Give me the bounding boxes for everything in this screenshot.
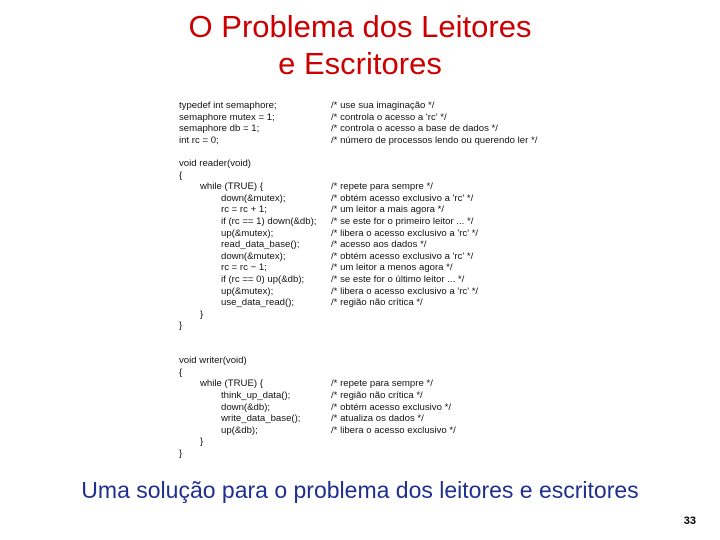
code-line [179,158,559,169]
code-line [179,425,559,436]
code-statement: semaphore db = 1; [179,123,260,135]
code-comment: /* número de processos lendo ou querendo ler */ [331,134,538,146]
code-line [179,448,559,459]
code-line [179,297,559,308]
code-line [179,216,559,227]
code-statement: { [179,366,183,378]
code-statement: read_data_base(); [221,239,300,251]
code-line [179,378,559,389]
code-line [179,402,559,413]
code-line [179,204,559,215]
code-line [179,309,559,320]
code-comment: /* um leitor a menos agora */ [331,262,453,274]
code-line [179,344,559,355]
code-statement: down(&mutex); [221,250,286,262]
code-line [179,286,559,297]
code-statement: up(&mutex); [221,227,274,239]
code-statement: if (rc == 0) up(&db); [221,274,305,285]
code-comment: /* controla o acesso a 'rc' */ [331,111,447,123]
code-line [179,228,559,239]
code-line [179,332,559,343]
code-line [179,146,559,157]
code-statement: think_up_data(); [221,390,291,401]
code-comment: /* use sua imaginação */ [331,100,435,111]
code-statement: down(&mutex); [221,192,286,204]
code-line [179,320,559,331]
slide-caption: Uma solução para o problema dos leitores e escritores [81,477,639,503]
code-statement: } [200,436,204,448]
code-statement: typedef int semaphore; [179,100,277,111]
code-listing [179,100,559,462]
code-line [179,390,559,401]
code-comment: /* libera o acesso exclusivo a 'rc' */ [331,227,479,239]
code-statement: use_data_read(); [221,297,295,309]
code-line [179,135,559,146]
code-comment: /* um leitor a mais agora */ [331,204,445,216]
code-statement: write_data_base(); [221,413,301,425]
code-statement: void reader(void) [179,158,251,169]
code-statement: rc = rc − 1; [221,262,267,274]
code-statement: if (rc == 1) down(&db); [221,216,317,227]
slide-title-line-1: O Problema dos Leitores [188,9,532,44]
code-line [179,251,559,262]
code-statement: up(&db); [221,424,258,436]
code-line [179,355,559,366]
code-comment: /* região não crítica */ [331,297,423,309]
code-statement: } [200,308,204,320]
code-line [179,239,559,250]
page-number: 33 [683,515,696,527]
code-line [179,274,559,285]
code-statement: int rc = 0; [179,134,219,146]
code-comment: /* controla o acesso a base de dados */ [331,123,498,135]
code-statement: up(&mutex); [221,285,274,297]
code-line [179,367,559,378]
code-line [179,123,559,134]
code-comment: /* acesso aos dados */ [331,239,427,251]
code-line [179,413,559,424]
code-comment: /* se este for o último leitor ... */ [331,274,465,285]
code-statement: down(&db); [221,401,271,413]
code-comment: /* obtém acesso exclusivo a 'rc' */ [331,192,474,204]
code-statement: semaphore mutex = 1; [179,111,275,123]
code-line [179,181,559,192]
code-comment: /* repete para sempre */ [331,181,433,193]
code-comment: /* região não crítica */ [331,390,423,401]
code-comment: /* obtém acesso exclusivo a 'rc' */ [331,250,474,262]
code-comment: /* se este for o primeiro leitor ... */ [331,216,474,227]
code-line [179,436,559,447]
code-statement: } [179,320,183,332]
code-comment: /* repete para sempre */ [331,378,433,390]
code-statement: rc = rc + 1; [221,204,267,216]
code-statement: void writer(void) [179,355,247,367]
code-line [179,193,559,204]
code-statement: while (TRUE) { [200,378,263,390]
code-statement: while (TRUE) { [200,181,263,193]
slide-title-line-2: e Escritores [278,46,442,81]
code-line [179,100,559,111]
slide-title [0,8,720,82]
code-line [179,262,559,273]
code-line [179,170,559,181]
code-comment: /* obtém acesso exclusivo */ [331,401,451,413]
code-comment: /* libera o acesso exclusivo a 'rc' */ [331,285,479,297]
code-comment: /* libera o acesso exclusivo */ [331,424,456,436]
code-line [179,112,559,123]
code-comment: /* atualiza os dados */ [331,413,424,425]
code-statement: } [179,448,183,459]
code-statement: { [179,169,183,181]
